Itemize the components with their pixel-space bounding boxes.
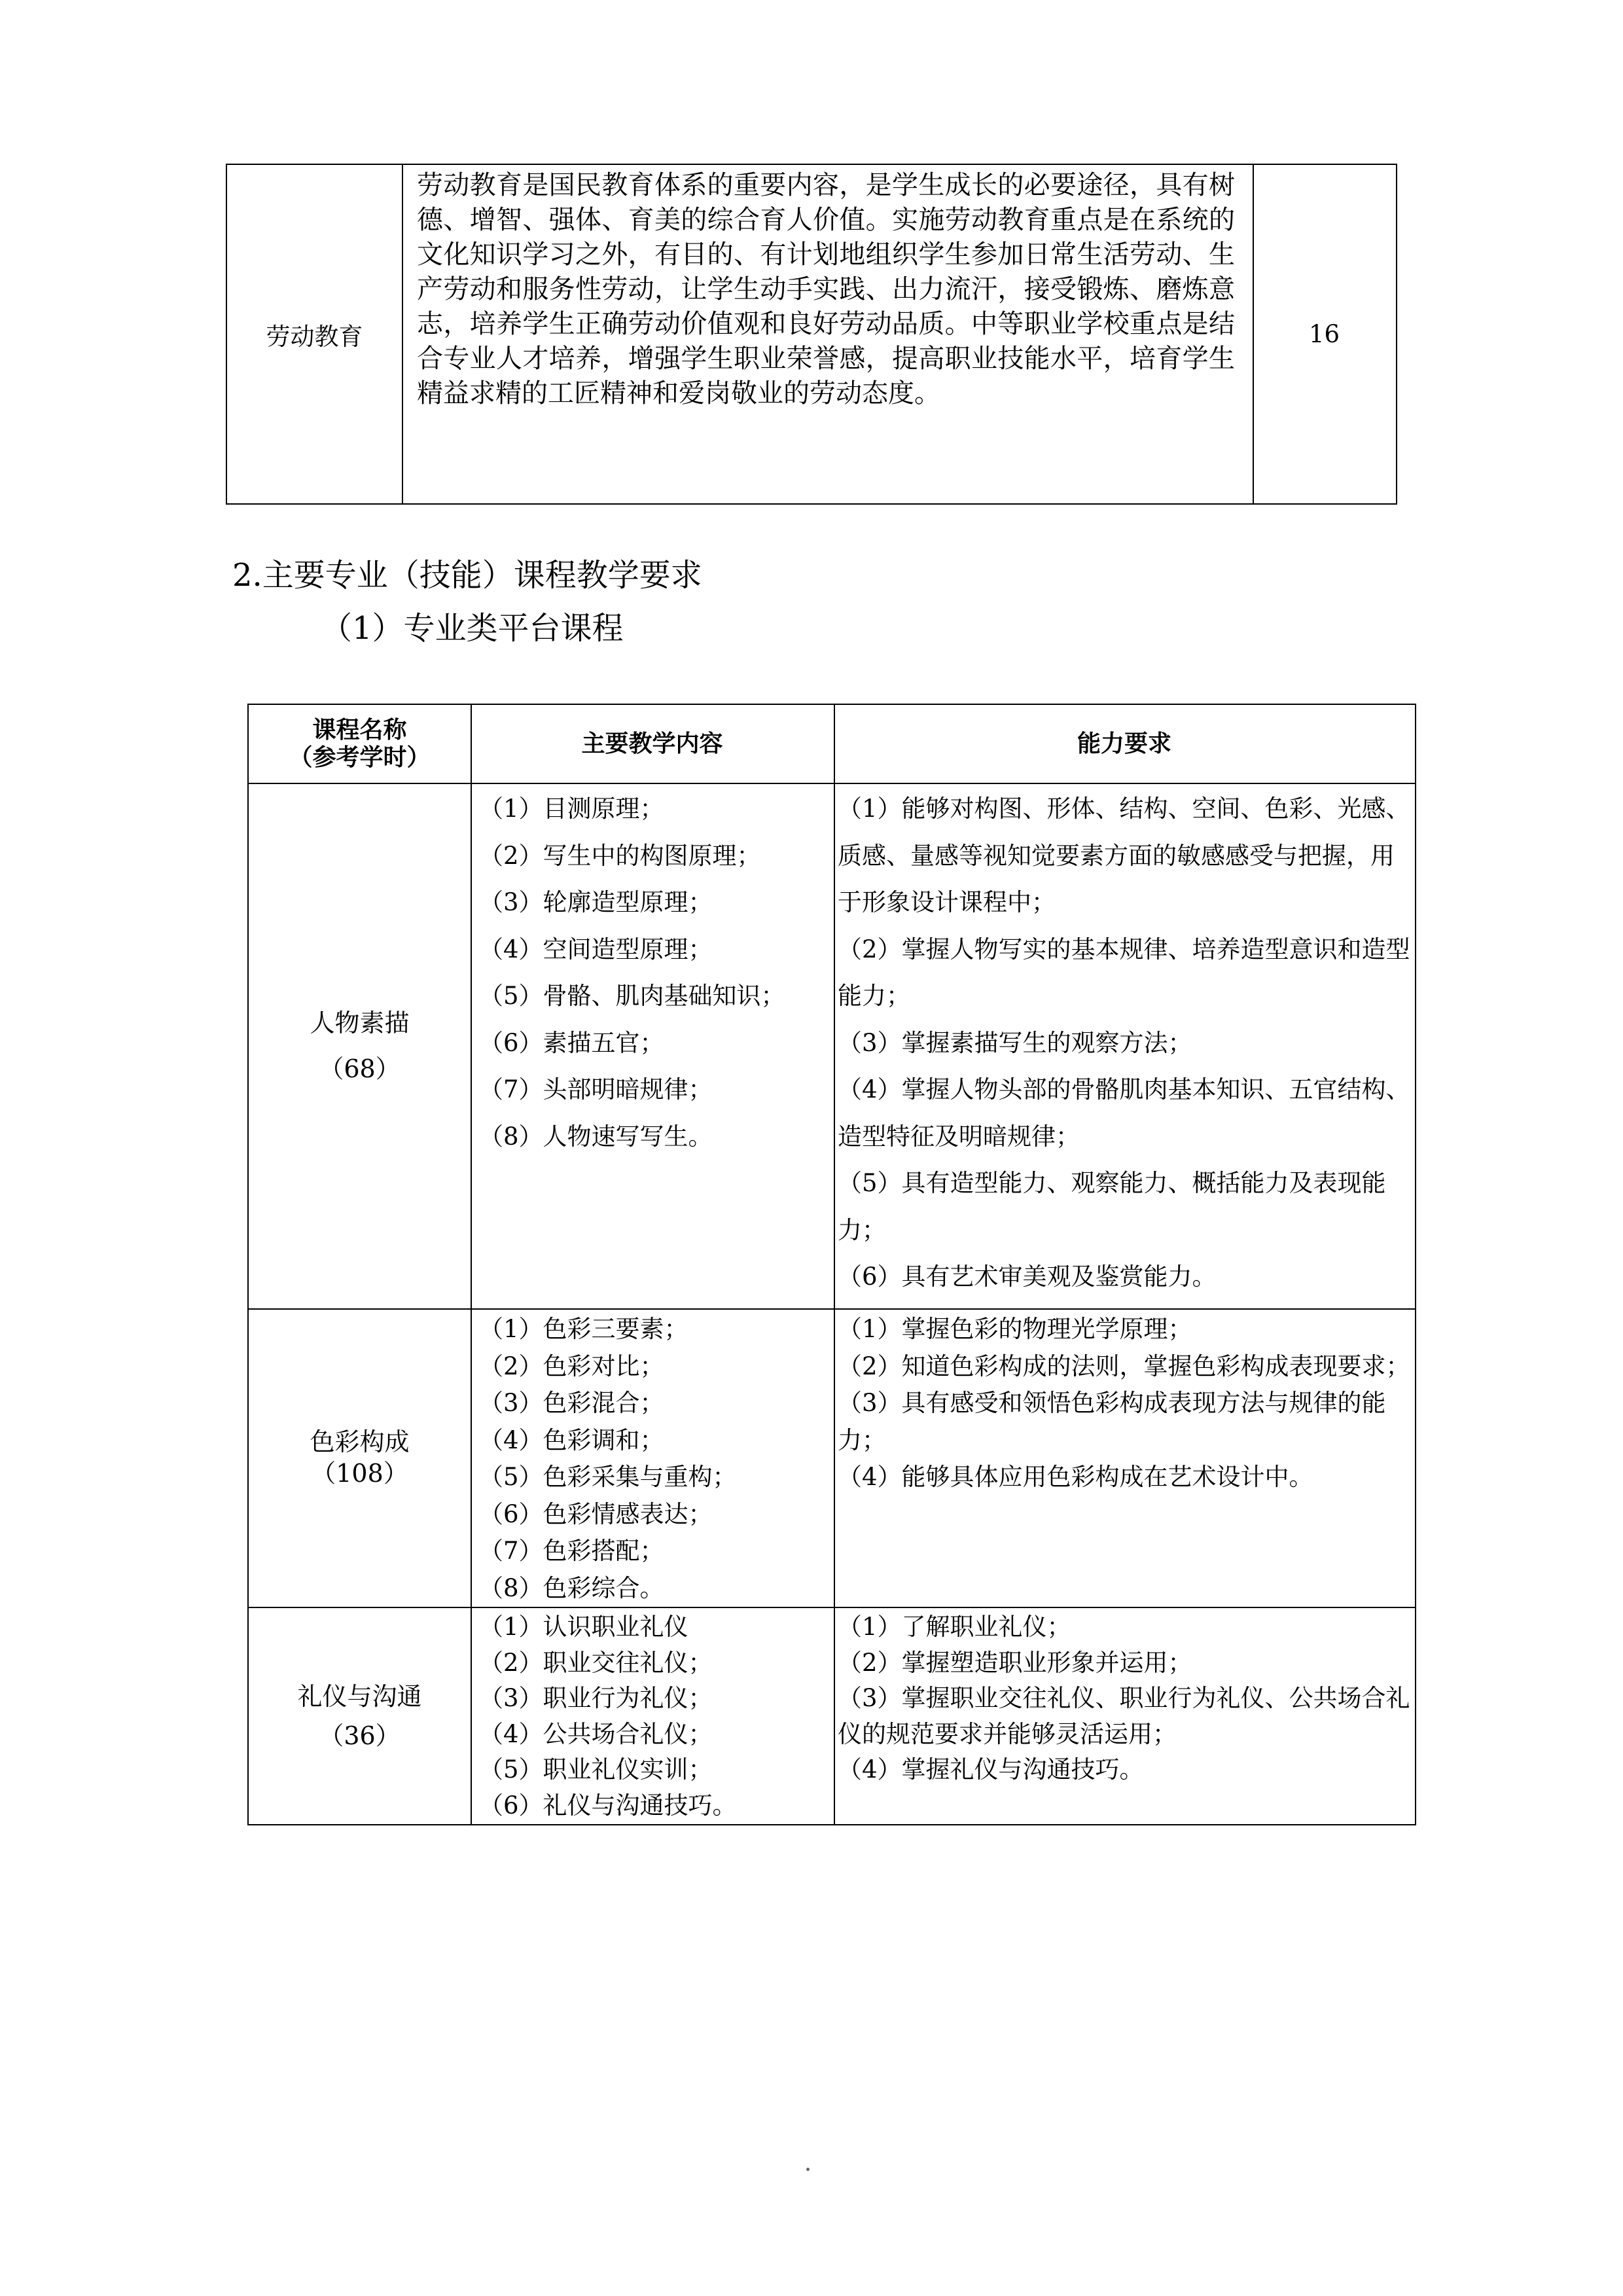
header-course-name-line1: 课程名称	[312, 716, 407, 744]
list-item: （3）职业行为礼仪；	[479, 1684, 713, 1712]
list-item: （6）素描五官；	[479, 1028, 664, 1057]
teaching-content-list	[479, 1311, 836, 1607]
ability-requirements-list	[838, 1609, 1415, 1788]
list-item: （3）轮廓造型原理；	[479, 888, 713, 916]
list-item: （1）色彩三要素；	[479, 1315, 688, 1343]
list-item: （7）色彩搭配；	[479, 1537, 664, 1565]
list-item: （4）能够具体应用色彩构成在艺术设计中。	[838, 1463, 1313, 1491]
teaching-content-list	[479, 1609, 836, 1823]
labor-education-table	[226, 164, 1397, 505]
list-item: （4）空间造型原理；	[479, 935, 713, 963]
list-item: （3）具有感受和领悟色彩构成表现方法与规律的能力；	[838, 1389, 1386, 1454]
course-name-cell	[249, 783, 471, 1308]
list-item: （6）礼仪与沟通技巧。	[479, 1791, 737, 1820]
list-item: （3）掌握职业交往礼仪、职业行为礼仪、公共场合礼仪的规范要求并能够灵活运用；	[838, 1684, 1410, 1748]
course-name-cell: 劳动教育	[266, 322, 363, 351]
list-item: （5）色彩采集与重构；	[479, 1463, 737, 1491]
list-item: （3）掌握素描写生的观察方法；	[838, 1028, 1192, 1057]
column-divider	[402, 165, 403, 503]
list-item: （3）色彩混合；	[479, 1389, 664, 1417]
teaching-content-list	[479, 785, 836, 1160]
course-hours-cell: 16	[1308, 320, 1340, 348]
header-course-name	[249, 705, 471, 783]
list-item: （1）能够对构图、形体、结构、空间、色彩、光感、质感、量感等视知觉要素方面的敏感感受与把握，用于形象设计课程中；	[838, 795, 1410, 916]
course-name-cell	[249, 1607, 471, 1825]
list-item: （8）色彩综合。	[479, 1573, 664, 1602]
list-item: （1）认识职业礼仪	[479, 1613, 688, 1641]
list-item: （1）目测原理；	[479, 795, 664, 823]
course-hours: （36）	[319, 1721, 401, 1750]
list-item: （5）骨骼、肌肉基础知识；	[479, 982, 785, 1010]
ability-requirements-list	[838, 785, 1415, 1300]
list-item: （1）掌握色彩的物理光学原理；	[838, 1315, 1192, 1343]
subsection-heading: （1）专业类平台课程	[321, 610, 624, 647]
list-item: （8）人物速写写生。	[479, 1122, 713, 1151]
list-item: （2）掌握人物写实的基本规律、培养造型意识和造型能力；	[838, 935, 1410, 1010]
header-ability-requirements: 能力要求	[1077, 730, 1171, 757]
ability-requirements-list	[838, 1311, 1415, 1496]
section-heading: 2.主要专业（技能）课程教学要求	[232, 557, 702, 594]
course-name: 礼仪与沟通	[297, 1682, 422, 1711]
list-item: （2）写生中的构图原理；	[479, 841, 761, 870]
list-item: （4）公共场合礼仪；	[479, 1719, 713, 1748]
list-item: （4）掌握礼仪与沟通技巧。	[838, 1755, 1144, 1784]
page-footer-dot	[806, 2168, 810, 2171]
header-course-name-line2: （参考学时）	[289, 744, 431, 771]
course-description-cell: 劳动教育是国民教育体系的重要内容，是学生成长的必要途径，具有树德、增智、强体、育美的综合育人价值。实施劳动教育重点是在系统的文化知识学习之外，有目的、有计划地组织学生参加日常生活劳动、生产劳动和服务性劳动，让学生动手实践、出力流汗，接受锻炼、磨炼意志，培养学生正确劳动价值观和良好劳动品质。中等职业学校重点是结合专业人才培养，增强学生职业荣誉感，提高职业技能水平，培育学生精益求精的工匠精神和爱岗敬业的劳动态度。	[417, 170, 1235, 408]
course-name: 人物素描	[310, 1008, 410, 1037]
list-item: （1）了解职业礼仪；	[838, 1613, 1071, 1641]
header-main-content: 主要教学内容	[581, 730, 723, 757]
list-item: （2）职业交往礼仪；	[479, 1648, 713, 1677]
course-hours: （68）	[319, 1054, 401, 1083]
list-item: （2）色彩对比；	[479, 1352, 664, 1380]
list-item: （4）色彩调和；	[479, 1426, 664, 1454]
list-item: （6）具有艺术审美观及鉴赏能力。	[838, 1263, 1217, 1291]
list-item: （7）头部明暗规律；	[479, 1075, 713, 1103]
course-name-cell	[249, 1308, 471, 1607]
course-hours: （108）	[311, 1459, 408, 1488]
list-item: （6）色彩情感表达；	[479, 1499, 713, 1528]
course-name: 色彩构成	[310, 1427, 410, 1456]
list-item: （2）掌握塑造职业形象并运用；	[838, 1648, 1192, 1677]
column-divider	[471, 705, 472, 1824]
list-item: （4）掌握人物头部的骨骼肌肉基本知识、五官结构、造型特征及明暗规律；	[838, 1075, 1410, 1151]
list-item: （5）具有造型能力、观察能力、概括能力及表现能力；	[838, 1169, 1386, 1244]
list-item: （5）职业礼仪实训；	[479, 1755, 713, 1784]
list-item: （2）知道色彩构成的法则，掌握色彩构成表现要求；	[838, 1352, 1410, 1380]
course-requirements-table	[247, 704, 1416, 1825]
